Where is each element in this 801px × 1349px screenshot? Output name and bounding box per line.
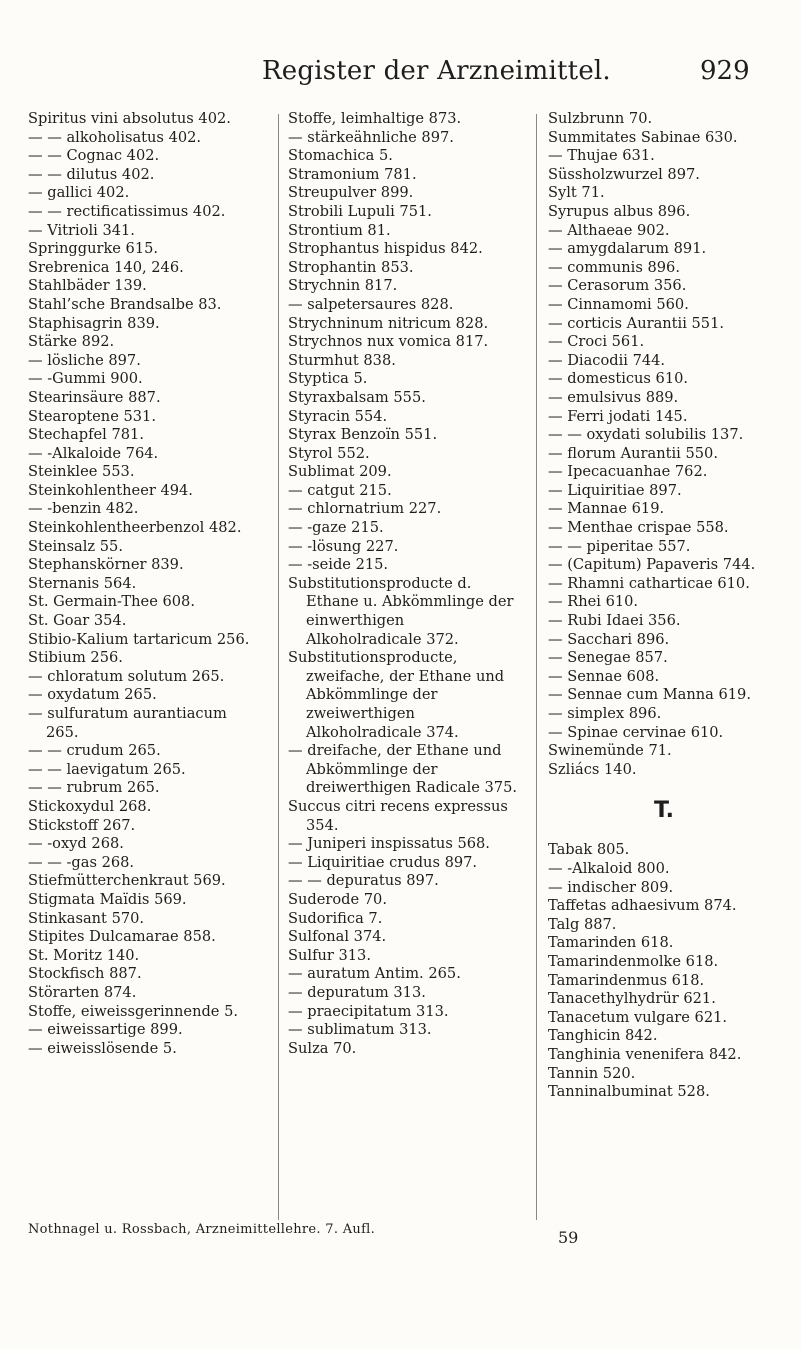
index-entry: — — -gas 268. xyxy=(28,853,135,871)
index-entry: — -Alkaloid 800. xyxy=(548,859,670,877)
index-entry: Substitutionsproducte d. Ethane u. Abkömmlinge der einwerthigen Alkoholradicale 372. xyxy=(288,574,514,648)
index-entry: Steinsalz 55. xyxy=(28,537,123,555)
index-entry: — -benzin 482. xyxy=(28,500,139,518)
index-entry: — — depuratus 897. xyxy=(288,872,439,890)
index-entry: Taffetas adhaesivum 874. xyxy=(548,897,737,915)
index-entry: — (Capitum) Papaveris 744. xyxy=(548,556,756,574)
index-column-1 xyxy=(28,110,260,1058)
index-entry: — Liquiritiae crudus 897. xyxy=(288,853,478,871)
index-entry: — — alkoholisatus 402. xyxy=(28,128,202,146)
index-entry: Stephanskörner 839. xyxy=(28,556,184,574)
index-entry: Sylt 71. xyxy=(548,184,605,202)
page-number: 929 xyxy=(700,56,750,86)
index-entry: — Ferri jodati 145. xyxy=(548,407,688,425)
index-entry: — — oxydati solubilis 137. xyxy=(548,426,744,444)
index-entry: Srebrenica 140, 246. xyxy=(28,258,184,276)
index-entry: St. Germain-Thee 608. xyxy=(28,593,195,611)
index-entry: — gallici 402. xyxy=(28,184,130,202)
index-entry: Sulzbrunn 70. xyxy=(548,110,653,127)
index-entry: Strychninum nitricum 828. xyxy=(288,314,489,332)
index-entry: — Sennae cum Manna 619. xyxy=(548,686,751,704)
index-entry: — sulfuratum aurantiacum 265. xyxy=(28,705,227,741)
index-entry: — chloratum solutum 265. xyxy=(28,667,225,685)
index-entry: Tanghicin 842. xyxy=(548,1027,658,1045)
index-entry: — Cerasorum 356. xyxy=(548,277,687,295)
index-entry: — Spinae cervinae 610. xyxy=(548,723,724,741)
index-entry: Tanghinia venenifera 842. xyxy=(548,1045,742,1063)
index-entry: — oxydatum 265. xyxy=(28,686,157,704)
index-entry: — Liquiritiae 897. xyxy=(548,481,682,499)
index-entry: — stärkeähnliche 897. xyxy=(288,128,454,146)
index-entry: — dreifache, der Ethane und Abkömmlinge der dreiwerthigen Radicale 375. xyxy=(288,742,518,797)
index-entry: Succus citri recens expressus 354. xyxy=(288,797,508,834)
index-entry: — Menthae crispae 558. xyxy=(548,519,729,537)
index-entry: Stickoxydul 268. xyxy=(28,797,152,815)
index-entry: — emulsivus 889. xyxy=(548,388,679,406)
index-entry: Steinkohlentheer 494. xyxy=(28,481,193,499)
index-entry: Streupulver 899. xyxy=(288,184,414,202)
index-entry: Stipites Dulcamarae 858. xyxy=(28,928,216,946)
index-entry: — lösliche 897. xyxy=(28,351,141,369)
index-entry: — simplex 896. xyxy=(548,705,662,722)
index-entry: Strychnin 817. xyxy=(288,277,398,295)
index-entry: — amygdalarum 891. xyxy=(548,240,707,258)
index-entry: — Rhei 610. xyxy=(548,593,639,611)
index-entry: Strontium 81. xyxy=(288,221,391,239)
index-columns xyxy=(28,110,788,1220)
index-entry: Tanninalbuminat 528. xyxy=(548,1083,710,1101)
index-entry: Tanacethylhydrür 621. xyxy=(548,990,716,1008)
index-entry: — — piperitae 557. xyxy=(548,537,691,555)
index-entry: — Rubi Idaei 356. xyxy=(548,612,681,630)
index-entry: — -lösung 227. xyxy=(288,537,399,555)
index-entry: Sturmhut 838. xyxy=(288,351,396,369)
index-entry: Stoffe, eiweissgerinnende 5. xyxy=(28,1002,239,1020)
running-title: Register der Arzneimittel. xyxy=(262,56,611,86)
index-entry: Tannin 520. xyxy=(548,1064,636,1082)
index-entry: — — laevigatum 265. xyxy=(28,760,186,778)
index-entry: Substitutionsproducte, zweifache, der Ethane und Abkömmlinge der zweiwerthigen Alkoholradicale 374. xyxy=(288,649,505,741)
index-entry: Summitates Sabinae 630. xyxy=(548,128,738,146)
index-entry: — sublimatum 313. xyxy=(288,1021,432,1039)
index-entry: Styraxbalsam 555. xyxy=(288,388,426,406)
index-entry: Stickstoff 267. xyxy=(28,816,136,834)
index-entry: Tabak 805. xyxy=(548,841,630,859)
index-entry: Sulfonal 374. xyxy=(288,928,387,946)
index-entry: Strophantin 853. xyxy=(288,258,414,276)
index-entry: Szliács 140. xyxy=(548,760,637,778)
index-entry: Springgurke 615. xyxy=(28,240,159,258)
index-entry: Styrax Benzoïn 551. xyxy=(288,426,438,444)
index-entry: — auratum Antim. 265. xyxy=(288,965,461,983)
index-column-2 xyxy=(288,110,520,1058)
index-entry: — -gaze 215. xyxy=(288,519,384,537)
index-entry: — -oxyd 268. xyxy=(28,835,124,853)
index-entry: Stramonium 781. xyxy=(288,165,417,183)
index-entry: Spiritus vini absolutus 402. xyxy=(28,110,231,127)
index-entry: — depuratum 313. xyxy=(288,983,426,1001)
index-entry: Styrol 552. xyxy=(288,444,370,462)
index-entry: Sulfur 313. xyxy=(288,946,371,964)
index-entry: — Senegae 857. xyxy=(548,649,668,667)
index-entry: Tanacetum vulgare 621. xyxy=(548,1008,728,1026)
index-entry: Suderode 70. xyxy=(288,890,387,908)
index-entry: — Croci 561. xyxy=(548,333,645,351)
index-entry: Strobili Lupuli 751. xyxy=(288,202,432,220)
index-entry: Syrupus albus 896. xyxy=(548,202,691,220)
index-entry: Stechapfel 781. xyxy=(28,426,144,444)
index-entry: Stockfisch 887. xyxy=(28,965,142,983)
index-entry: Stearinsäure 887. xyxy=(28,388,161,406)
index-entry: — Sennae 608. xyxy=(548,667,660,685)
column-rule xyxy=(536,114,537,1220)
index-entry: — — dilutus 402. xyxy=(28,165,155,183)
index-entry: Styptica 5. xyxy=(288,370,368,388)
index-entry: — -Alkaloide 764. xyxy=(28,444,159,462)
index-entry: Swinemünde 71. xyxy=(548,742,672,760)
index-entry: — eiweisslösende 5. xyxy=(28,1039,177,1057)
index-entry: Staphisagrin 839. xyxy=(28,314,160,332)
index-entry: — Rhamni catharticae 610. xyxy=(548,574,750,592)
index-entry: Stibio-Kalium tartaricum 256. xyxy=(28,630,250,648)
page-header xyxy=(0,56,801,96)
index-entry: St. Goar 354. xyxy=(28,612,127,630)
index-entry: — domesticus 610. xyxy=(548,370,689,388)
index-entry: Sulza 70. xyxy=(288,1039,357,1057)
index-entry: Stahlbäder 139. xyxy=(28,277,147,295)
index-entry: — Thujae 631. xyxy=(548,147,655,165)
index-entry: — Ipecacuanhae 762. xyxy=(548,463,708,481)
page-footer xyxy=(28,1222,788,1246)
index-entry: — -seide 215. xyxy=(288,556,389,574)
index-entry: Tamarindenmolke 618. xyxy=(548,952,719,970)
index-entry: Süssholzwurzel 897. xyxy=(548,165,700,183)
index-entry: Strychnos nux vomica 817. xyxy=(288,333,489,351)
index-entry: — Diacodii 744. xyxy=(548,351,666,369)
index-entry: Tamarinden 618. xyxy=(548,934,674,952)
index-entry: Stomachica 5. xyxy=(288,147,393,165)
index-entry: Stearoptene 531. xyxy=(28,407,156,425)
index-entry: — Mannae 619. xyxy=(548,500,665,518)
index-entry: Steinklee 553. xyxy=(28,463,135,481)
index-entry: — — Cognac 402. xyxy=(28,147,160,165)
index-entry: — salpetersaures 828. xyxy=(288,295,454,313)
column-rule xyxy=(278,114,279,1220)
index-entry: — -Gummi 900. xyxy=(28,370,143,388)
index-entry: — indischer 809. xyxy=(548,878,674,896)
index-entry: Stiefmütterchenkraut 569. xyxy=(28,872,226,890)
index-entry: Stinkasant 570. xyxy=(28,909,145,927)
index-entry: — communis 896. xyxy=(548,258,680,276)
index-column-3 xyxy=(548,110,780,1102)
index-entry: — — rubrum 265. xyxy=(28,779,160,797)
signature-mark: 59 xyxy=(558,1228,579,1247)
index-entry: Stibium 256. xyxy=(28,649,123,667)
index-entry: — florum Aurantii 550. xyxy=(548,444,718,462)
index-entry: — chlornatrium 227. xyxy=(288,500,442,518)
footer-imprint: Nothnagel u. Rossbach, Arzneimittellehre. 7. Aufl. xyxy=(28,1222,376,1237)
index-entry: — Juniperi inspissatus 568. xyxy=(288,835,490,853)
index-entry: Stoffe, leimhaltige 873. xyxy=(288,110,462,127)
index-entry: Tamarindenmus 618. xyxy=(548,971,705,989)
index-entry: — praecipitatum 313. xyxy=(288,1002,449,1020)
index-entry: Stärke 892. xyxy=(28,333,115,351)
index-entry: — Sacchari 896. xyxy=(548,630,670,648)
index-entry: — corticis Aurantii 551. xyxy=(548,314,725,332)
section-letter-heading: T. xyxy=(653,798,675,824)
index-entry: Sternanis 564. xyxy=(28,574,137,592)
index-entry: — Cinnamomi 560. xyxy=(548,295,689,313)
index-entry: — catgut 215. xyxy=(288,481,392,499)
index-entry: — Althaeae 902. xyxy=(548,221,670,239)
index-entry: — Vitrioli 341. xyxy=(28,221,135,239)
index-entry: Strophantus hispidus 842. xyxy=(288,240,483,258)
index-entry: Stahl’sche Brandsalbe 83. xyxy=(28,295,222,313)
index-entry: Talg 887. xyxy=(548,915,617,933)
index-entry: Sublimat 209. xyxy=(288,463,392,481)
index-entry: Sudorifica 7. xyxy=(288,909,383,927)
index-entry: St. Moritz 140. xyxy=(28,946,140,964)
index-entry: Styracin 554. xyxy=(288,407,388,425)
index-entry: Störarten 874. xyxy=(28,983,137,1001)
index-entry: — eiweissartige 899. xyxy=(28,1021,183,1039)
index-entry: — — rectificatissimus 402. xyxy=(28,202,226,220)
index-entry: Steinkohlentheerbenzol 482. xyxy=(28,519,242,537)
index-entry: — — crudum 265. xyxy=(28,742,161,760)
index-entry: Stigmata Maïdis 569. xyxy=(28,890,187,908)
